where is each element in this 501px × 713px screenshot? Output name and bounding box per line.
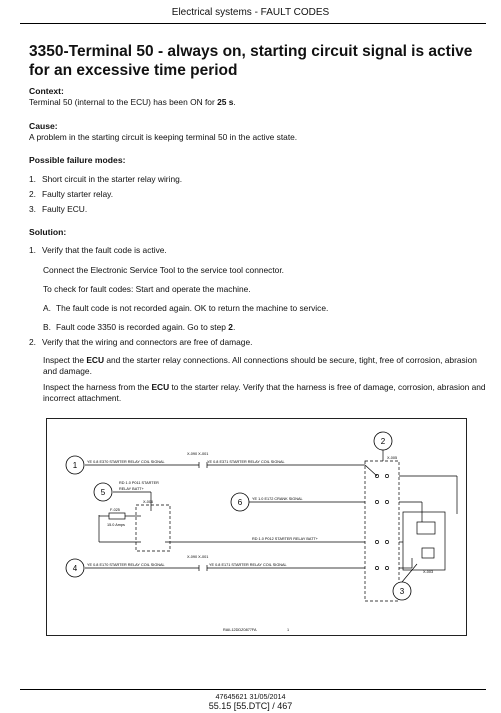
cause-heading: Cause: (29, 121, 58, 131)
option-a: A. The fault code is not recorded again. OK to return the machine to service. (43, 303, 329, 313)
failure-modes-heading: Possible failure modes: (29, 155, 126, 165)
failure-mode-item: 1. Short circuit in the starter relay wiring. (29, 174, 183, 184)
solution-step-2: 2. Verify that the wiring and connectors are free of damage. (29, 337, 253, 347)
option-b: B. Fault code 3350 is recorded again. Go to step 2. (43, 322, 236, 332)
context-heading: Context: (29, 86, 64, 96)
footer-page-number: 55.15 [55.DTC] / 467 (208, 701, 293, 711)
wire-label-p011-line2: RELAY BATT+ (119, 487, 144, 491)
diagram-reference: RAIL12DDZ0877FA (223, 628, 257, 632)
connector-label-x006: X-006 (143, 500, 154, 504)
callout-3-label: 3 (399, 587, 405, 596)
callout-1-label: 1 (72, 461, 78, 470)
fuse-rating: 15.0 Amps (107, 523, 125, 527)
wire-label-e170: YE 0.8 E170 STARTER RELAY COIL SIGNAL (87, 563, 165, 567)
check-instruction: To check for fault codes: Start and operate the machine. (43, 284, 251, 294)
context-text: Terminal 50 (internal to the ECU) has been ON for 25 s. (29, 97, 236, 107)
page-title: 3350-Terminal 50 - always on, starting circuit signal is active for an excessive time period (29, 43, 473, 79)
fuse-name: F-025 (110, 508, 120, 512)
page-header-title: Electrical systems - FAULT CODES (171, 7, 330, 18)
connector-label-x003: X-003 (423, 570, 434, 574)
wire-label-e371: YE 0.8 E371 STARTER RELAY COIL SIGNAL (207, 460, 285, 464)
header-rule (20, 23, 486, 24)
callout-2-label: 2 (380, 437, 386, 446)
wire-label-e370: YE 0.8 E370 STARTER RELAY COIL SIGNAL (87, 460, 165, 464)
inspect-harness: Inspect the harness from the ECU to the starter relay. Verify that the harness is free of damage, corrosion, abrasion and incorrect attachment. (43, 382, 486, 403)
wire-label-e172: YE 1.0 E172 CRANK SIGNAL (252, 497, 303, 501)
wire-label-p011-line1: RD 1.0 P011 STARTER (119, 481, 159, 485)
solution-step-1: 1. Verify that the fault code is active. (29, 245, 167, 255)
connect-instruction: Connect the Electronic Service Tool to the service tool connector. (43, 265, 284, 275)
connector-label-x090-bottom: X-090 X-001 (187, 555, 209, 559)
callout-4-label: 4 (72, 564, 78, 573)
wiring-diagram-svg (47, 419, 466, 635)
diagram-reference-number: 1 (287, 628, 290, 632)
failure-mode-item: 2. Faulty starter relay. (29, 189, 114, 199)
callout-6-label: 6 (237, 498, 243, 507)
cause-text: A problem in the starting circuit is keeping terminal 50 in the active state. (29, 132, 298, 142)
footer-rule (20, 689, 486, 690)
connector-label-x005: X-005 (387, 456, 398, 460)
connector-label-x090-top: X-090 X-001 (187, 452, 209, 456)
failure-mode-item: 3. Faulty ECU. (29, 204, 88, 214)
inspect-ecu-connections: Inspect the ECU and the starter relay connections. All connections should be secure, tight, free of corrosion, abrasion and damage. (43, 355, 477, 376)
footer-doc-info: 47645621 31/05/2014 (215, 692, 286, 701)
wire-label-e171: YE 0.8 E171 STARTER RELAY COIL SIGNAL (209, 563, 287, 567)
callout-5-label: 5 (100, 488, 106, 497)
wire-label-p012: RD 1.0 P012 STARTER RELAY BATT+ (252, 537, 319, 541)
solution-heading: Solution: (29, 227, 67, 237)
wiring-diagram (46, 418, 467, 636)
